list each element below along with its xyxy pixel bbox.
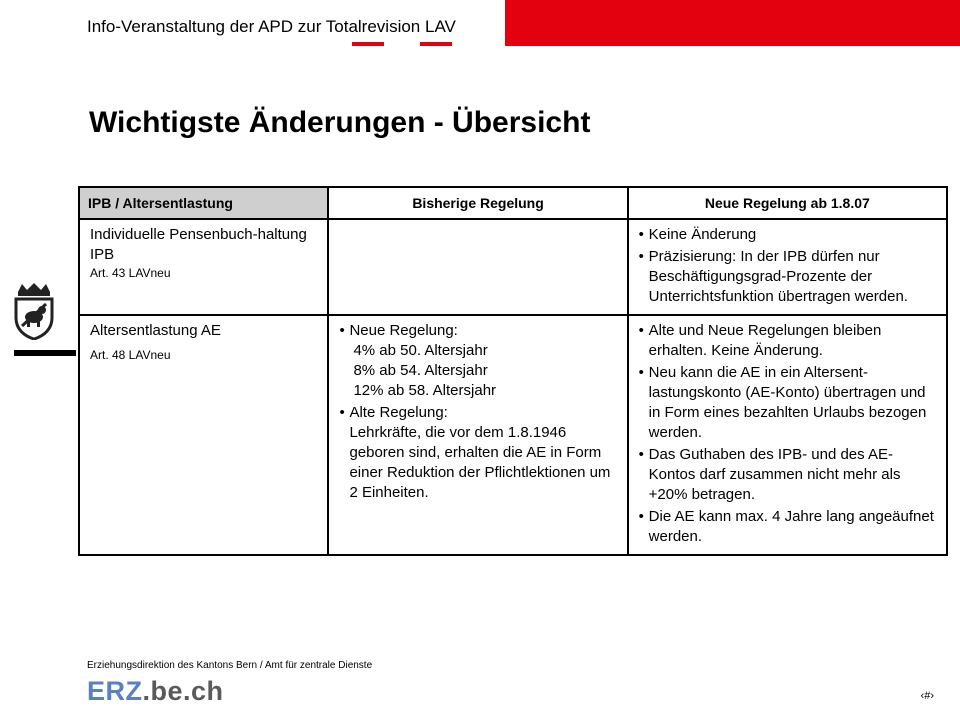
list-item-line: Lehrkräfte, die vor dem 1.8.1946 geboren sind, erhalten die AE in Form einer Reduktion der Pflichtlektionen um 2 Einheiten. — [349, 424, 611, 501]
old-rule-cell — [328, 219, 627, 315]
list-item: • Die AE kann max. 4 Jahre lang angeäufnet werden. — [639, 507, 936, 547]
crest-bar — [14, 350, 76, 356]
list-item: • Keine Änderung — [639, 225, 936, 245]
topic-cell — [79, 219, 328, 315]
list-item — [339, 321, 616, 401]
old-rule-cell — [328, 315, 627, 555]
footer-organization: Erziehungsdirektion des Kantons Bern / Amt für zentrale Dienste — [87, 660, 373, 671]
column-header: Bisherige Regelung — [328, 187, 627, 219]
list-item-line: 4% ab 50. Altersjahr — [353, 342, 488, 359]
table-row — [79, 219, 947, 315]
list-item: • Alte und Neue Regelungen bleiben erhalten. Keine Änderung. — [639, 321, 936, 361]
topic-label: Altersentlastung AE — [90, 322, 221, 339]
changes-table — [78, 186, 948, 556]
list-item-line: 8% ab 54. Altersjahr — [353, 362, 488, 379]
new-rule-cell — [628, 315, 947, 555]
logo-erz-text: ERZ — [87, 676, 143, 706]
new-rule-cell — [628, 219, 947, 315]
presentation-title: Info-Veranstaltung der APD zur Totalrevision LAV — [87, 17, 456, 36]
table-row — [79, 315, 947, 555]
list-item-heading: Alte Regelung: — [349, 404, 448, 421]
erz-logo — [87, 676, 224, 707]
list-item — [339, 403, 616, 503]
bullet-list — [639, 321, 936, 547]
topic-cell — [79, 315, 328, 555]
header-red-band — [505, 0, 960, 46]
slide-title: Wichtigste Änderungen - Übersicht — [89, 106, 591, 139]
header-stripe — [352, 42, 384, 46]
topic-label: Individuelle Pensenbuch-haltung IPB — [90, 226, 307, 263]
list-item: • Präzisierung: In der IPB dürfen nur Beschäftigungsgrad-Prozente der Unterrichtsfunktion übertragen werden. — [639, 247, 936, 307]
bullet-list — [639, 225, 936, 307]
table-header-row — [79, 187, 947, 219]
header-stripe — [420, 42, 452, 46]
article-reference: Art. 43 LAVneu — [90, 266, 171, 280]
article-reference: Art. 48 LAVneu — [90, 348, 171, 362]
page-number: ‹#› — [920, 690, 934, 702]
list-item-heading: Neue Regelung: — [349, 322, 458, 339]
column-header: Neue Regelung ab 1.8.07 — [628, 187, 947, 219]
list-item: • Das Guthaben des IPB- und des AE-Kontos darf zusammen nicht mehr als +20% betragen. — [639, 445, 936, 505]
bullet-list — [339, 321, 616, 503]
list-item: • Neu kann die AE in ein Altersent-lastungskonto (AE-Konto) übertragen und in Form eines bezahlten Urlaubs bezogen werden. — [639, 363, 936, 443]
list-item-line: 12% ab 58. Altersjahr — [353, 382, 497, 399]
bern-bear-crest-icon — [14, 282, 54, 340]
logo-domain-text: .be.ch — [142, 676, 224, 706]
column-header: IPB / Altersentlastung — [79, 187, 328, 219]
